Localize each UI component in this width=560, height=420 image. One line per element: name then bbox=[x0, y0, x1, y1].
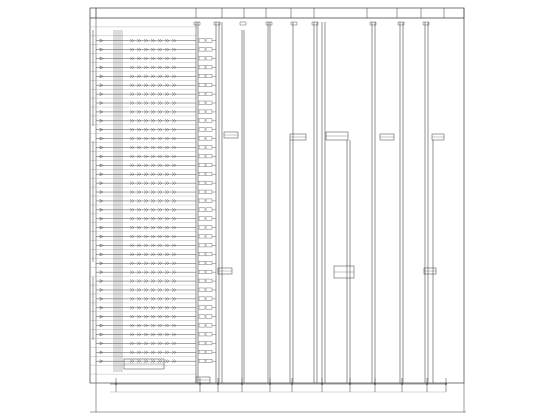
device-box bbox=[199, 181, 205, 185]
device-box bbox=[206, 92, 212, 96]
device-box bbox=[206, 288, 212, 292]
device-box bbox=[199, 57, 205, 61]
device-box bbox=[206, 306, 212, 310]
riser-cap-3 bbox=[266, 22, 272, 25]
device-box bbox=[206, 48, 212, 52]
device-box bbox=[199, 217, 205, 221]
device-box bbox=[206, 65, 212, 69]
device-box bbox=[206, 163, 212, 167]
device-box bbox=[206, 146, 212, 150]
device-box bbox=[206, 128, 212, 132]
bus-node bbox=[199, 383, 201, 385]
device-box bbox=[206, 217, 212, 221]
device-box bbox=[206, 181, 212, 185]
riser-cap-0 bbox=[194, 22, 200, 25]
device-box bbox=[199, 48, 205, 52]
device-box bbox=[199, 92, 205, 96]
riser-cap-4 bbox=[291, 22, 297, 25]
bus-node bbox=[426, 383, 428, 385]
device-box bbox=[199, 270, 205, 274]
device-box bbox=[206, 119, 212, 123]
device-box bbox=[199, 261, 205, 265]
device-box bbox=[206, 154, 212, 158]
device-box bbox=[206, 110, 212, 114]
device-box bbox=[199, 324, 205, 328]
device-box bbox=[206, 359, 212, 363]
bus-node bbox=[445, 383, 447, 385]
device-box bbox=[206, 243, 212, 247]
device-box bbox=[199, 74, 205, 78]
device-box bbox=[199, 315, 205, 319]
device-box bbox=[199, 252, 205, 256]
bus-node bbox=[217, 383, 219, 385]
device-box bbox=[206, 235, 212, 239]
bus-node bbox=[269, 383, 271, 385]
device-box bbox=[199, 190, 205, 194]
device-box bbox=[199, 137, 205, 141]
vertical-risers bbox=[196, 22, 433, 383]
device-box bbox=[199, 235, 205, 239]
bus-node bbox=[374, 383, 376, 385]
device-box bbox=[199, 163, 205, 167]
device-box bbox=[199, 341, 205, 345]
device-box bbox=[206, 350, 212, 354]
device-box bbox=[199, 119, 205, 123]
device-box bbox=[199, 146, 205, 150]
device-box bbox=[206, 341, 212, 345]
device-box bbox=[199, 110, 205, 114]
device-box bbox=[206, 252, 212, 256]
device-box bbox=[199, 128, 205, 132]
device-box bbox=[206, 279, 212, 283]
device-box bbox=[199, 350, 205, 354]
device-box bbox=[199, 172, 205, 176]
device-box bbox=[199, 65, 205, 69]
device-box bbox=[206, 190, 212, 194]
device-box bbox=[206, 208, 212, 212]
device-box bbox=[206, 270, 212, 274]
device-box bbox=[199, 279, 205, 283]
bus-node bbox=[321, 383, 323, 385]
device-box bbox=[199, 83, 205, 87]
device-box bbox=[199, 208, 205, 212]
bus-node bbox=[291, 383, 293, 385]
device-box bbox=[206, 137, 212, 141]
device-box bbox=[199, 226, 205, 230]
device-box bbox=[199, 297, 205, 301]
bottom-bus bbox=[110, 378, 447, 392]
outer-border bbox=[90, 8, 464, 383]
bus-node bbox=[241, 383, 243, 385]
device-box bbox=[206, 101, 212, 105]
device-box bbox=[206, 261, 212, 265]
device-box bbox=[199, 359, 205, 363]
floor-rows bbox=[90, 27, 216, 383]
bus-node bbox=[349, 383, 351, 385]
device-box bbox=[199, 39, 205, 43]
bus-node bbox=[401, 383, 403, 385]
device-box bbox=[206, 39, 212, 43]
device-box bbox=[206, 297, 212, 301]
device-box bbox=[199, 288, 205, 292]
bus-node bbox=[115, 383, 117, 385]
device-box bbox=[206, 57, 212, 61]
device-box bbox=[206, 324, 212, 328]
riser-cap-2 bbox=[240, 22, 246, 25]
device-box bbox=[206, 74, 212, 78]
device-box bbox=[199, 101, 205, 105]
device-box bbox=[199, 243, 205, 247]
device-box bbox=[206, 226, 212, 230]
device-box bbox=[199, 199, 205, 203]
device-box bbox=[206, 172, 212, 176]
device-box bbox=[199, 154, 205, 158]
device-box bbox=[206, 83, 212, 87]
device-box bbox=[199, 306, 205, 310]
device-box bbox=[206, 199, 212, 203]
device-box bbox=[199, 332, 205, 336]
device-box bbox=[206, 332, 212, 336]
device-box bbox=[206, 315, 212, 319]
header-row bbox=[90, 8, 464, 18]
